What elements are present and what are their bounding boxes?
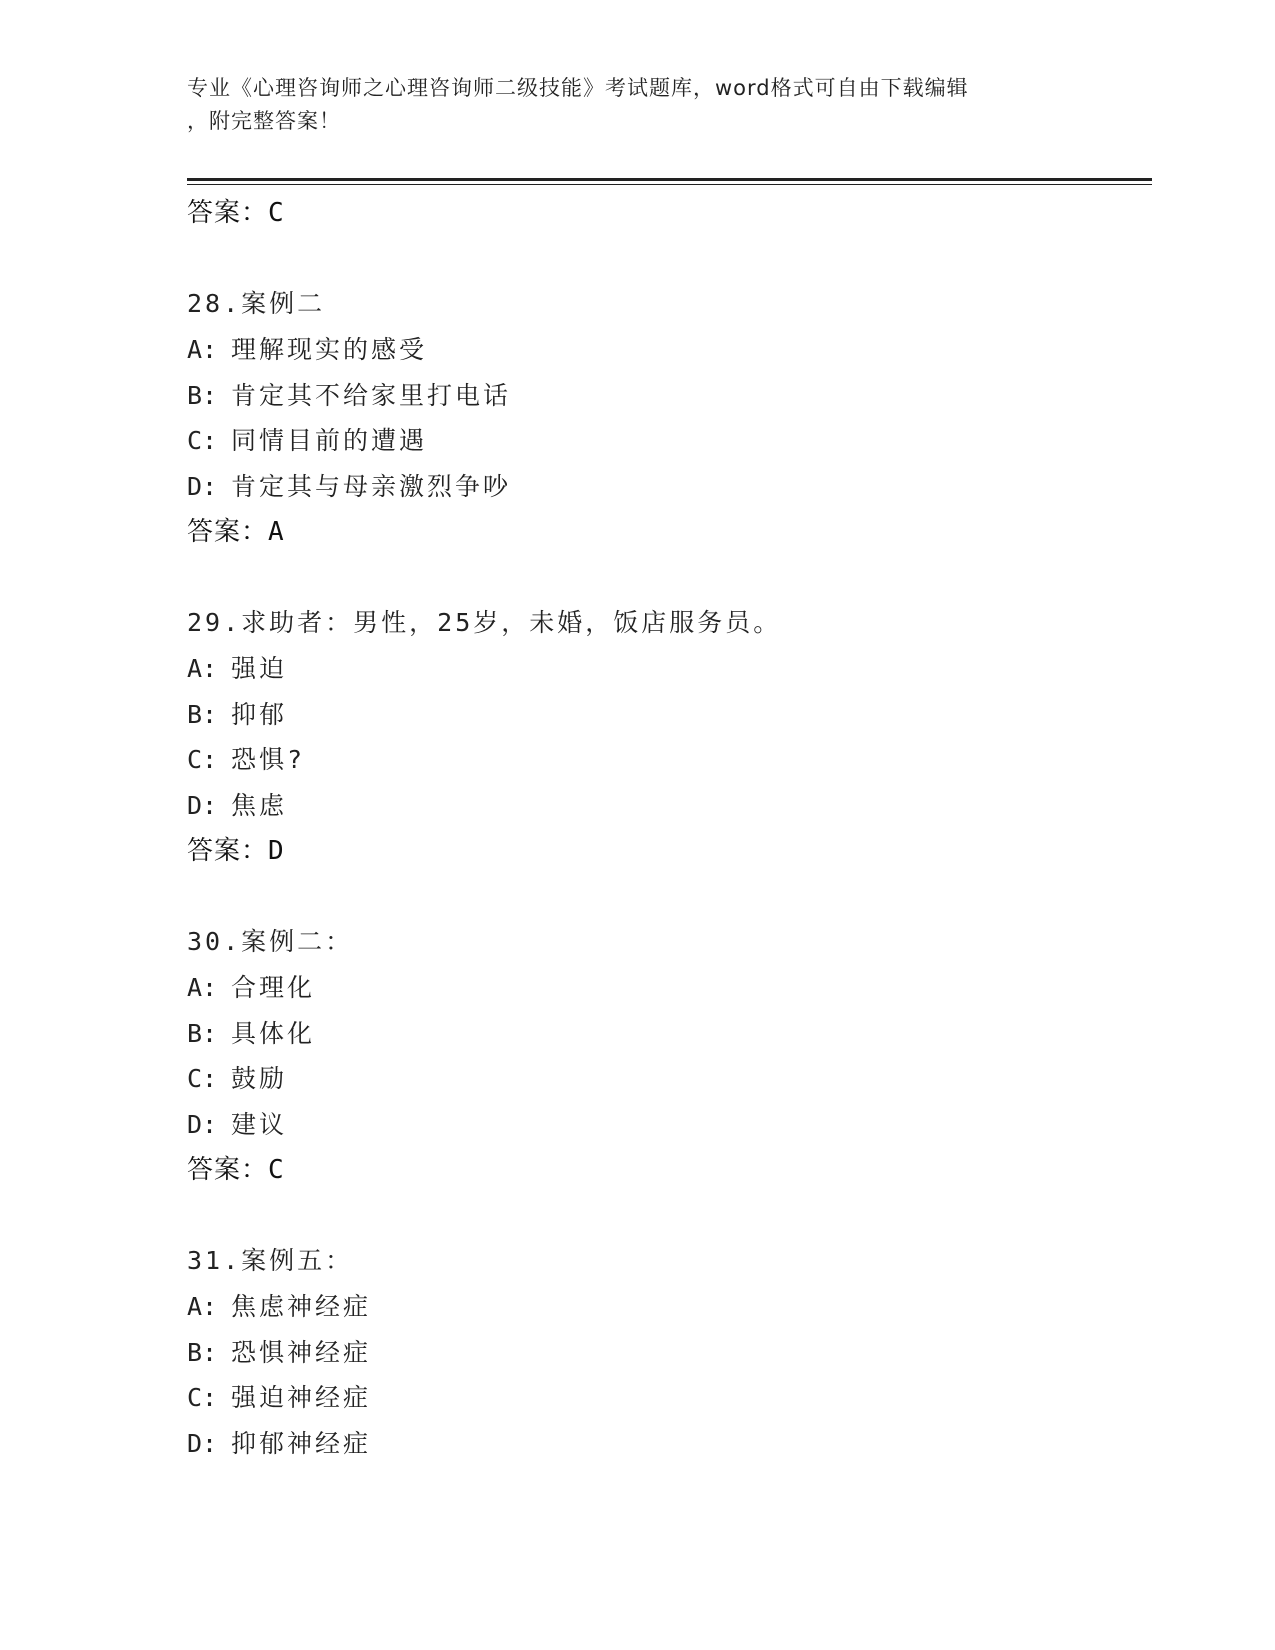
option-d <box>187 464 1147 510</box>
spacer <box>187 555 1147 600</box>
option-letter: D: <box>187 790 218 820</box>
option-letter: C: <box>187 1383 218 1412</box>
option-text: 抑郁神经症 <box>231 1428 372 1458</box>
option-letter: C: <box>187 1064 218 1093</box>
question-title: 29.求助者：男性，25岁，未婚，饭店服务员。 <box>187 608 782 637</box>
option-letter: B: <box>187 1018 218 1048</box>
option-a <box>187 1284 1147 1330</box>
header-divider-thin <box>187 184 1152 185</box>
answer-label: 答案： <box>187 1155 269 1185</box>
option-text: 恐惧? <box>231 745 306 774</box>
option-text: 恐惧神经症 <box>231 1337 372 1367</box>
option-text: 焦虑神经症 <box>231 1292 372 1321</box>
question-title: 31.案例五： <box>187 1246 354 1275</box>
spacer <box>187 236 1147 281</box>
option-text: 建议 <box>231 1109 288 1139</box>
option-letter: D: <box>187 471 218 501</box>
option-text: 合理化 <box>231 973 316 1002</box>
option-a <box>187 327 1147 373</box>
answer-line <box>187 509 1147 555</box>
option-b <box>187 692 1147 738</box>
option-text: 抑郁 <box>231 699 288 729</box>
answer-label: 答案： <box>187 517 269 547</box>
option-letter: B: <box>187 1337 218 1367</box>
option-c <box>187 1375 1147 1421</box>
header-line-1: 专业《心理咨询师之心理咨询师二级技能》考试题库，word格式可自由下载编辑 <box>187 76 969 100</box>
option-letter: A: <box>187 335 218 364</box>
answer-value: A <box>268 517 285 547</box>
answer-line <box>187 1147 1147 1193</box>
question-list <box>187 190 1147 1466</box>
option-letter: A: <box>187 973 218 1002</box>
option-letter: D: <box>187 1109 218 1139</box>
answer-label: 答案： <box>187 198 269 228</box>
question-title: 28.案例二 <box>187 289 326 318</box>
option-text: 强迫 <box>231 654 288 683</box>
header-line-2: ，附完整答案！ <box>187 109 341 133</box>
option-c <box>187 737 1147 783</box>
answer-value: C <box>268 1155 285 1185</box>
spacer <box>187 1193 1147 1238</box>
option-d <box>187 1421 1147 1467</box>
option-d <box>187 783 1147 829</box>
option-letter: B: <box>187 380 218 410</box>
option-a <box>187 965 1147 1011</box>
option-text: 同情目前的遭遇 <box>231 426 428 455</box>
option-letter: C: <box>187 426 218 455</box>
option-b <box>187 1011 1147 1057</box>
answer-label: 答案： <box>187 836 269 866</box>
option-text: 具体化 <box>231 1018 316 1048</box>
document-header <box>187 72 1067 138</box>
option-letter: A: <box>187 654 218 683</box>
option-text: 理解现实的感受 <box>231 335 428 364</box>
option-letter: A: <box>187 1292 218 1321</box>
answer-line <box>187 828 1147 874</box>
option-text: 强迫神经症 <box>231 1383 372 1412</box>
option-text: 焦虑 <box>231 790 288 820</box>
option-letter: D: <box>187 1428 218 1458</box>
answer-value: C <box>268 198 285 228</box>
option-b <box>187 1330 1147 1376</box>
option-letter: C: <box>187 745 218 774</box>
option-text: 肯定其与母亲激烈争吵 <box>231 471 512 501</box>
spacer <box>187 874 1147 919</box>
answer-line <box>187 190 1147 236</box>
answer-value: D <box>268 836 285 866</box>
option-c <box>187 1056 1147 1102</box>
option-c <box>187 418 1147 464</box>
option-text: 肯定其不给家里打电话 <box>231 380 512 410</box>
option-d <box>187 1102 1147 1148</box>
option-a <box>187 646 1147 692</box>
header-divider-thick <box>187 178 1152 181</box>
option-b <box>187 373 1147 419</box>
question-title: 30.案例二： <box>187 927 354 956</box>
option-letter: B: <box>187 699 218 729</box>
option-text: 鼓励 <box>231 1064 288 1093</box>
